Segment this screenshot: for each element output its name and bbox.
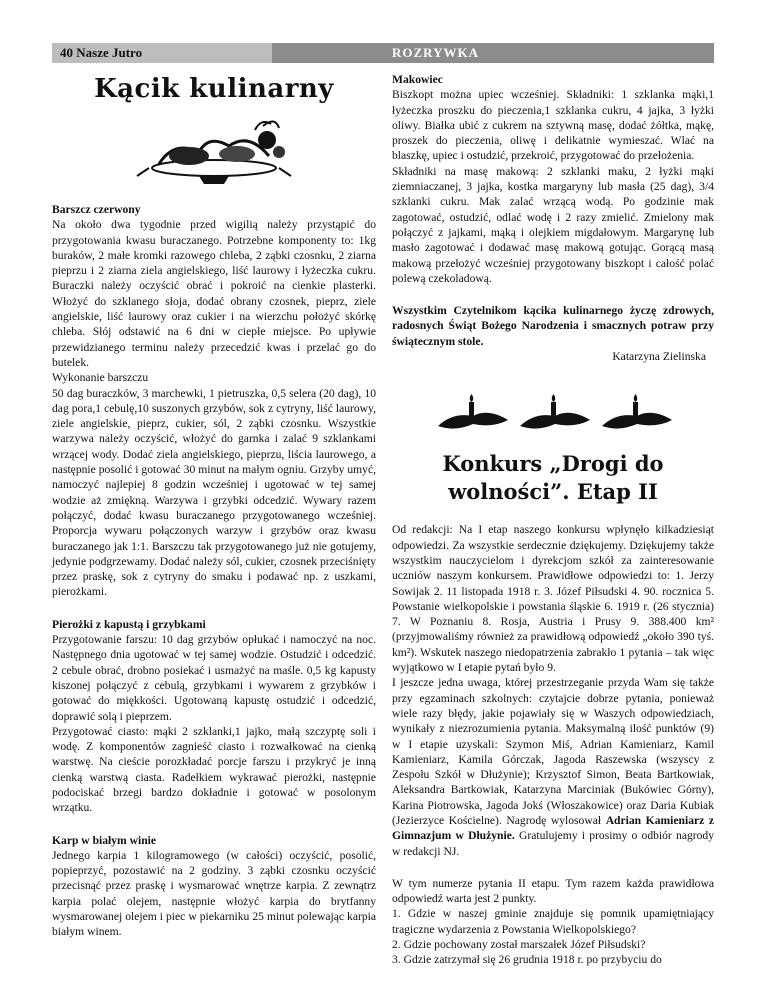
candle-branch-icon bbox=[602, 394, 672, 429]
contest-paragraph bbox=[392, 675, 714, 859]
recipe-heading: Barszcz czerwony bbox=[52, 203, 141, 216]
recipe-pierozki bbox=[52, 617, 376, 816]
recipe-subheading: Wykonanie barszczu bbox=[52, 371, 149, 385]
contest-winner: Adrian Kamieniarz z Gimnazjum w Dłużynie. bbox=[392, 813, 714, 843]
food-platter-illustration bbox=[129, 116, 299, 186]
page-title: Kącik kulinarny bbox=[94, 74, 334, 104]
question-item: 2. Gdzie pochowany został marszałek Józef Piłsudski? bbox=[392, 938, 646, 952]
candle-branch-icon bbox=[438, 394, 508, 429]
contest-text: I jeszcze jedna uwaga, której przestrzeganie przyda Wam się także przy egzaminach szkolnych: czytajcie dobrze pytania, ponieważ wiele razy błędy, jakie pojawiały się w Waszych odpowiedziach, wynikały z niezrozumienia pytania. Maksymalną ilość punktów (9) w I etapie uzyskali: Szymon Miś, Adrian Kamieniarz, Kamil Kamieniarz, Kamila Górczak, Jagoda Raszewska (wszyscy z Zespołu Szkół w Dłużynie); Krzysztof Simon, Beata Bartkowiak, Aleksandra Bartkowiak, Katarzyna Marciniak (Bukówiec Górny), Karina Piotrowska, Jagoda Jokś (Włoszakowice) oraz Daria Kubiak (Jezierzyce Kościelne). Nagrodę wylosował bbox=[392, 676, 714, 827]
recipe-barszcz bbox=[52, 202, 376, 600]
recipe-makowiec bbox=[392, 72, 714, 286]
question-item: 3. Gdzie zatrzymał się 26 grudnia 1918 r. po przybyciu do bbox=[392, 953, 662, 967]
christmas-candles-decoration bbox=[433, 394, 673, 434]
contest-text: Gratulujemy i prosimy o odbiór nagrody w redakcji NJ. bbox=[392, 829, 715, 858]
question-item: 1. Gdzie w naszej gminie znajduje się pomnik upamiętniający tragiczne wydarzenia z Powstania Wielkopolskiego? bbox=[392, 907, 714, 936]
recipe-heading: Pierożki z kapustą i grzybkami bbox=[52, 617, 206, 631]
author-signature: Katarzyna Zielinska bbox=[612, 350, 706, 364]
page-header bbox=[52, 43, 714, 63]
contest-paragraph: Od redakcji: Na I etap naszego konkursu wpłynęło kilkadziesiąt odpowiedzi. Za wszystkie serdecznie dziękujemy. Dziękujemy także wszystkim nauczycielom i dyrekcjom szkół za zainteresowanie uczniów naszym konkursem. Prawidłowe odpowiedzi to: 1. Jerzy Sowijak 2. 11 listopada 1918 r. 3. Józef Piłsudski 4. 90. rocznica 5. Powstanie wielkopolskie i powstania śląskie 6. 1919 r. (26 stycznia) 7. W Poznaniu 8. Rosja, Austria i Prusy 9. 388.400 km² (przyjmowaliśmy również za prawidłową odpowiedź „około 390 tyś. km²). Wskutek naszego niedopatrzenia zabrakło 1 pytania – tak więc wyjątkowo w I etapie pytań było 9. bbox=[392, 523, 714, 675]
page-number-label: 40 Nasze Jutro bbox=[52, 43, 272, 63]
contest-questions bbox=[392, 876, 714, 968]
recipe-body: Na około dwa tygodnie przed wigilią należy przystąpić do przygotowania kwasu buraczanego. Potrzebne komponenty to: 1kg buraków, 2 małe kromki razowego chleba, 2 ząbki czosnku, 2 ziarna pieprzu i 2 ziarna ziela angielskiego, liść laurowy i łyżeczka cukru. Buraczki należy oczyścić obrać i pokroić na cienkie plasterki. Włożyć do szklanego słoja, dodać obrany czosnek, pieprz, ziele angielskie, liść laurowy oraz cukier i na wierzchu położyć skórkę chleba. Słój odstawić na 6 dni w ciepłe miejsce. Po upływie przewidzianego terminu należy przecedzić kwas i przelać go do butelek. bbox=[52, 218, 376, 369]
contest-title: Konkurs „Drogi do wolności”. Etap II bbox=[442, 451, 664, 505]
recipe-body: 50 dag buraczków, 3 marchewki, 1 pietruszka, 0,5 selera (20 dag), 10 dag pora,1 cebulę,10 suszonych grzybów, sok z cytryny, liść laurowy, ziele angielskie, pieprz, cukier, sól, 2 ząbki czosnku. Wszystkie warzywa należy oczyścić, włożyć do garnka i zalać 9 szklankami wrzącej wody. Dodać ziela angielskiego, pieprzu, liścia laurowego, a następnie posolić i gotować 30 minut na małym ogniu. Grzyby umyć, namoczyć najlepiej 8 godzin wcześniej i ugotować w tej samej wodzie aż zmiękną. Warzywa i grzybki odcedzić. Wywary razem połączyć, dodać kwasu buraczanego przygotowanego wcześniej. Proporcja wywaru połączonych warzyw i grzybów oraz kwasu buraczanego jak 1:1. Barszczu tak przygotowanego już nie gotujemy, jedynie podgrzewamy. Dodać należy sól, cukier, czosnek przeciśnięty przez praskę, sok z cytryny do smaku i podawać np. z uszkami, pierożkami. bbox=[52, 386, 376, 599]
candle-branch-icon bbox=[520, 394, 590, 429]
recipe-body: Biszkopt można upiec wcześniej. Składniki: 1 szklanka mąki,1 łyżeczka proszku do pieczenia,1 szklanka cukru, 4 jajka, 3 łyżki oliwy. Białka ubić z cukrem na sztywną masę, dodać żółtka, mąkę, proszek do pieczenia, oliwę i delikatnie wymieszać. Wlać na blaszkę, upiec i ostudzić, przekroić, przygotować do przełożenia. bbox=[392, 88, 714, 163]
recipe-body: Składniki na masę makową: 2 szklanki maku, 2 łyżki mąki ziemniaczanej, 3 jajka, kostka margaryny lub masła (25 dag), 3/4 szklanki cukru. Mak zalać wrzącą wodą. Po godzinie mak zagotować, ostudzić, odlać wodę i 2 razy zmielić. Zmielony mak połączyć z jajkami, mąką i olejkiem migdałowym. Margarynę lub masło zagotować i dodawać masę makową gotując. Gorącą masą makową przełożyć wcześniej przygotowany biszkopt i całość polać polewą czekoladową. bbox=[392, 164, 714, 285]
left-column bbox=[52, 72, 376, 957]
recipe-body: Przygotować ciasto: mąki 2 szklanki,1 jajko, małą szczyptę soli i wodę. Z komponentów zagnieść ciasto i rozwałkować na cienką warstwę. Na cieście porozkładać porcje farszu i przykryć je inną cienką warstwą ciasta. Radełkiem wykrawać pierożki, następnie podociskać brzegi bardzo dokładnie i gotować w posolonym wrzątku. bbox=[52, 724, 376, 815]
contest-results bbox=[392, 522, 714, 859]
recipe-body: Przygotowanie farszu: 10 dag grzybów opłukać i namoczyć na noc. Następnego dnia ugotować w tej samej wodzie. Ostudzić i odcedzić. 2 cebule obrać, drobno posiekać i usmażyć na maśle. 0,5 kg kapusty kiszonej połączyć z cebulą, grzybkami i wywarem z grzybków i gotować do miękkości. Ugotowaną kapustę ostudzić i odcedzić, doprawić solą i pieprzem. bbox=[52, 633, 376, 723]
recipe-body: Jednego karpia 1 kilogramowego (w całości) oczyścić, posolić, popieprzyć, pozostawić na 2 godziny. 3 ząbki czosnku oczyścić przecisnąć przez praskę i wysmarować wnętrze karpia. Z zewnątrz karpia polać olejem, następnie włożyć karpia do brytfanny wysmarowanej olejem i piec w piekarniku 25 minut polewając karpia białym winem. bbox=[52, 848, 376, 939]
section-label: ROZRYWKA bbox=[392, 45, 479, 60]
holiday-wishes: Wszystkim Czytelnikom kącika kulinarnego życzę zdrowych, radosnych Świąt Bożego Narodzenia i smacznych potraw przy świątecznym stole. bbox=[392, 304, 714, 348]
recipe-karp bbox=[52, 833, 376, 940]
recipe-heading: Makowiec bbox=[392, 73, 443, 86]
recipe-heading: Karp w białym winie bbox=[52, 833, 157, 847]
right-column bbox=[392, 72, 714, 968]
section-banner bbox=[272, 43, 714, 63]
contest-paragraph: W tym numerze pytania II etapu. Tym razem każda prawidłowa odpowiedź warta jest 2 punkty. bbox=[392, 876, 714, 906]
